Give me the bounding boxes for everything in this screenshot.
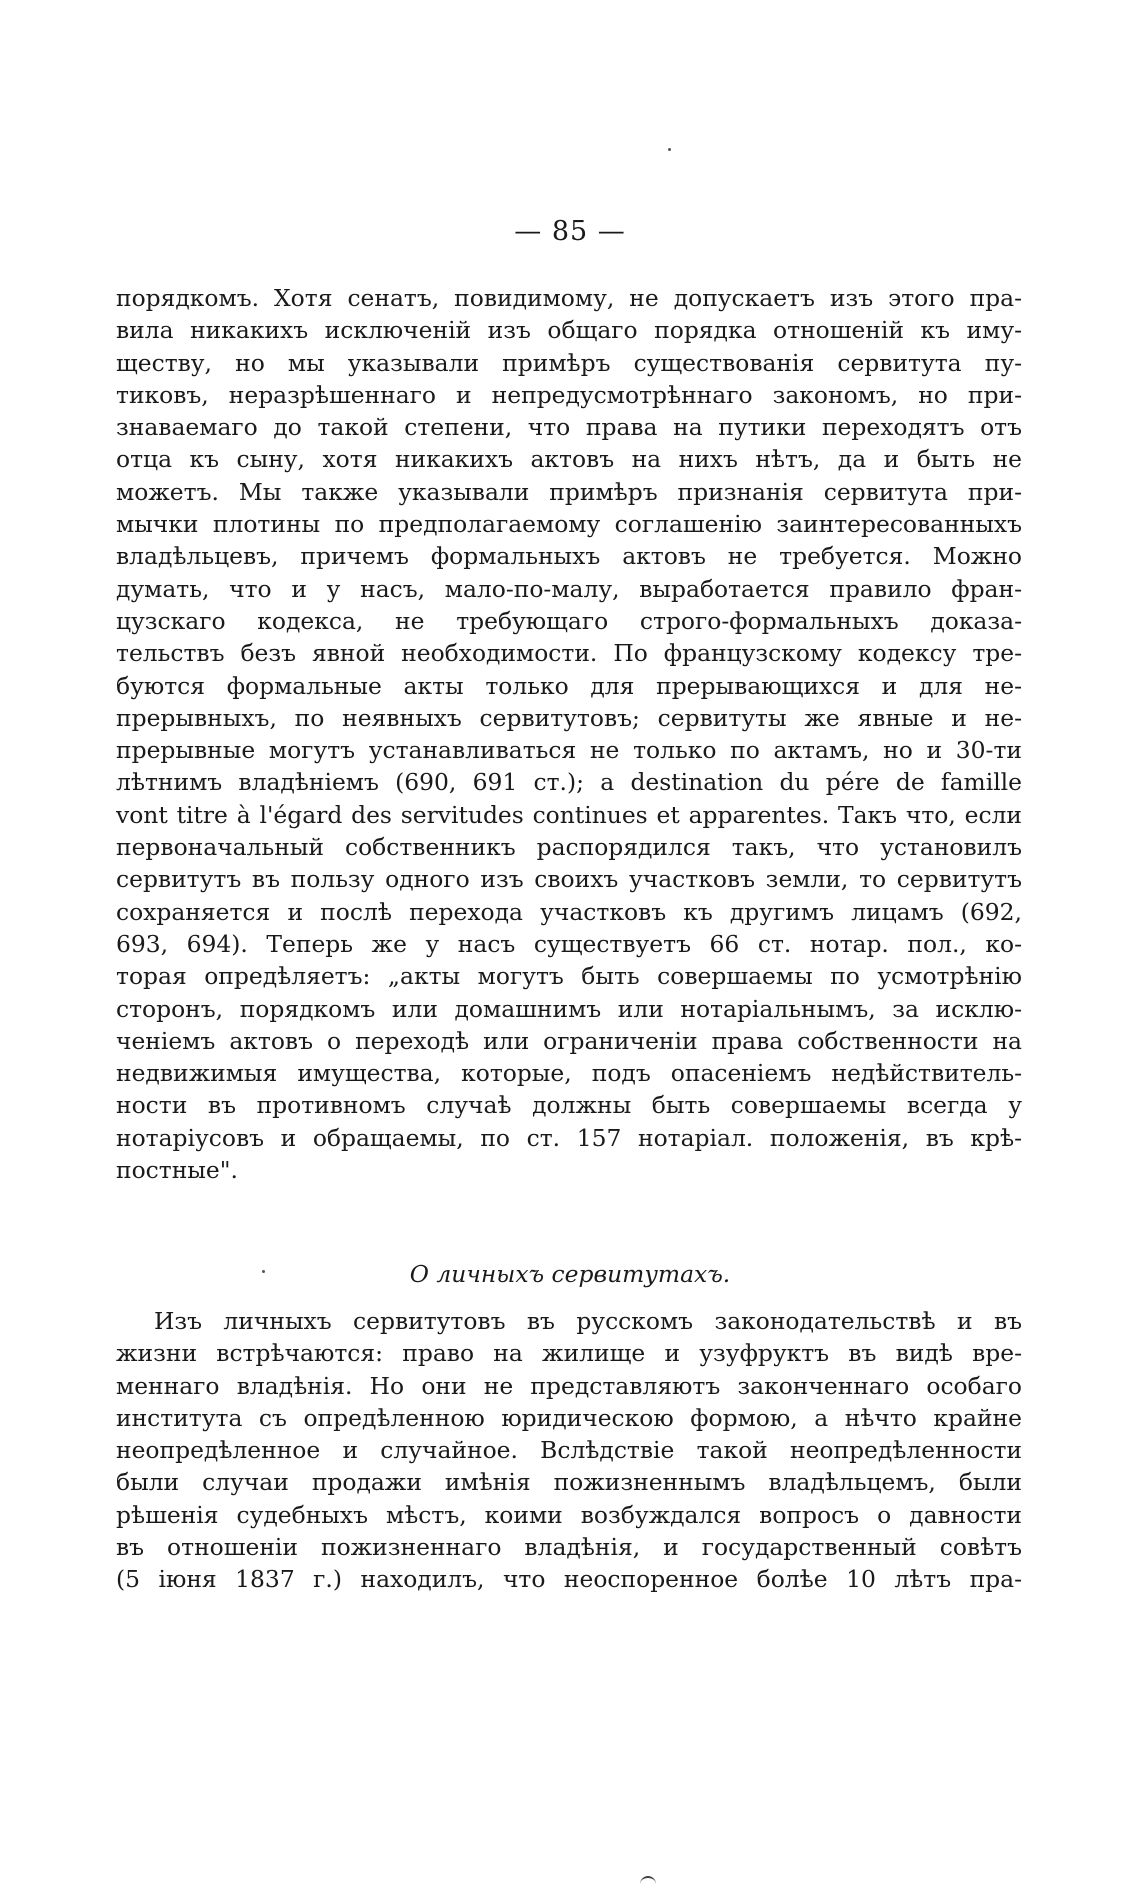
text-line: торая опредѣляетъ: „акты могутъ быть совершаемы по усмотрѣнію <box>116 962 1022 991</box>
text-line: (5 іюня 1837 г.) находилъ, что неоспоренное болѣе 10 лѣтъ пра- <box>116 1565 1022 1594</box>
text-line: меннаго владѣнія. Но они не представляютъ законченнаго особаго <box>116 1371 1022 1400</box>
text-line: ности въ противномъ случаѣ должны быть совершаемы всегда у <box>116 1091 1022 1120</box>
text-line: ществу, но мы указывали примѣръ существованія сервитута пу- <box>116 348 1022 377</box>
text-line: недвижимыя имущества, которые, подъ опасеніемъ недѣйствитель- <box>116 1059 1022 1088</box>
text-line: вила никакихъ исключеній изъ общаго порядка отношеній къ иму- <box>116 316 1022 345</box>
paragraph-continuation <box>116 282 1022 1186</box>
text-line: постные". <box>116 1156 238 1185</box>
text-line: Изъ личныхъ сервитутовъ въ русскомъ законодательствѣ и въ <box>154 1307 1022 1335</box>
signature-mark <box>640 1876 656 1884</box>
text-line: буются формальные акты только для прерывающихся и для не- <box>116 671 1022 700</box>
text-line: сторонъ, порядкомъ или домашнимъ или нотаріальнымъ, за исклю- <box>116 994 1022 1023</box>
text-line: ченіемъ актовъ о переходѣ или ограниченіи права собственности на <box>116 1026 1022 1055</box>
text-line: тиковъ, неразрѣшеннаго и непредусмотрѣннаго закономъ, но при- <box>116 380 1022 409</box>
section-heading: О личныхъ сервитутахъ. <box>409 1260 731 1288</box>
text-line: можетъ. Мы также указывали примѣръ признанія сервитута при- <box>116 477 1022 506</box>
text-line: въ отношеніи пожизненнаго владѣнія, и государственный совѣтъ <box>116 1533 1022 1562</box>
text-line: сохраняется и послѣ перехода участковъ къ другимъ лицамъ (692, <box>116 897 1022 926</box>
text-line: 693, 694). Теперь же у насъ существуетъ 66 ст. нотар. пол., ко- <box>116 929 1022 958</box>
text-line: знаваемаго до такой степени, что права на путики переходятъ отъ <box>116 413 1022 442</box>
text-line: жизни встрѣчаются: право на жилище и узуфруктъ въ видѣ вре- <box>116 1339 1022 1368</box>
text-line: института съ опредѣленною юридическою формою, а нѣчто крайне <box>116 1403 1022 1432</box>
text-line: цузскаго кодекса, не требующаго строго-формальныхъ доказа- <box>116 606 1022 635</box>
text-line: были случаи продажи имѣнія пожизненнымъ владѣльцемъ, были <box>116 1468 1022 1497</box>
print-speck <box>262 1270 265 1273</box>
text-line: мычки плотины по предполагаемому соглашенію заинтересованныхъ <box>116 510 1022 539</box>
page-number: — 85 — <box>514 216 626 247</box>
text-line: первоначальный собственникъ распорядился такъ, что установилъ <box>116 833 1022 862</box>
text-line: владѣльцевъ, причемъ формальныхъ актовъ не требуется. Можно <box>116 542 1022 571</box>
text-line: лѣтнимъ владѣніемъ (690, 691 ст.); а destination du pére de famille <box>116 768 1022 797</box>
text-line: сервитутъ въ пользу одного изъ своихъ участковъ земли, то сервитутъ <box>116 865 1022 894</box>
text-line: думать, что и у насъ, мало-по-малу, выработается правило фран- <box>116 574 1022 603</box>
text-line: vont titre à l'égard des servitudes continues et apparentes. Такъ что, если <box>116 800 1022 829</box>
text-line: рѣшенія судебныхъ мѣстъ, коими возбуждался вопросъ о давности <box>116 1500 1022 1529</box>
text-line: неопредѣленное и случайное. Вслѣдствіе такой неопредѣленности <box>116 1436 1022 1465</box>
text-line: отца къ сыну, хотя никакихъ актовъ на нихъ нѣтъ, да и быть не <box>116 445 1022 474</box>
text-line: тельствъ безъ явной необходимости. По французскому кодексу тре- <box>116 639 1022 668</box>
text-line: прерывныхъ, по неявныхъ сервитутовъ; сервитуты же явные и не- <box>116 703 1022 732</box>
text-line: прерывные могутъ устанавливаться не только по актамъ, но и 30-ти <box>116 736 1022 765</box>
text-line: нотаріусовъ и обращаемы, по ст. 157 нотаріал. положенія, въ крѣ- <box>116 1123 1022 1152</box>
text-line: порядкомъ. Хотя сенатъ, повидимому, не допускаетъ изъ этого пра- <box>116 284 1022 312</box>
paragraph-personal-servitudes <box>116 1305 1022 1596</box>
print-speck <box>668 148 671 151</box>
